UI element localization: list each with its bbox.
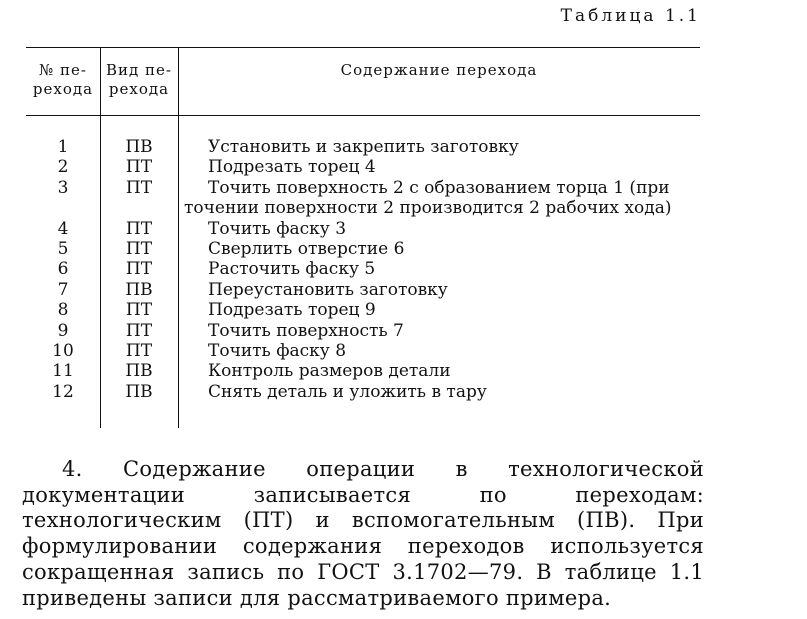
table-row — [26, 361, 700, 381]
row-content: Точить поверхность 7 — [208, 320, 404, 341]
table-row — [26, 157, 700, 177]
row-number: 11 — [52, 361, 74, 382]
row-type: ПТ — [125, 157, 153, 178]
header-transition-number — [26, 61, 100, 99]
row-type: ПТ — [125, 340, 153, 361]
row-number: 9 — [57, 320, 69, 341]
row-content: Точить фаску 3 — [208, 218, 347, 239]
row-content: Точить поверхность 2 с образованием торца 1 (при точении поверхности 2 производится 2 рабочих хода) — [184, 177, 672, 219]
row-type: ПТ — [125, 320, 153, 341]
transitions-table — [26, 47, 700, 428]
table-row — [26, 280, 700, 300]
row-content: Сверлить отверстие 6 — [208, 238, 405, 259]
table-row — [26, 300, 700, 320]
table-header-rule — [26, 115, 700, 116]
table-top-rule — [26, 47, 700, 48]
row-type: ПВ — [125, 381, 153, 402]
row-content: Установить и закрепить заготовку — [208, 137, 519, 157]
body-paragraph: 4. Содержание операции в технологической документации записывается по переходам: технологическим (ПТ) и вспомогательным (ПВ). При формулировании содержания переходов используется сокращенная запись по ГОСТ 3.1702—79. В таблице 1.1 приведены записи для рассматриваемого примера. — [22, 457, 704, 610]
table-caption: Таблица 1.1 — [560, 6, 701, 26]
row-type: ПВ — [125, 361, 153, 382]
header-transition-type — [100, 61, 178, 99]
row-number: 10 — [52, 340, 74, 361]
table-row — [26, 219, 700, 239]
table-row — [26, 239, 700, 259]
row-type: ПТ — [125, 300, 153, 321]
row-type: ПТ — [125, 218, 153, 239]
table-row — [26, 321, 700, 341]
table-row — [26, 382, 700, 402]
header-line: рехода — [32, 80, 94, 98]
row-content: Контроль размеров детали — [208, 361, 451, 382]
table-row — [26, 259, 700, 279]
header-line: № пе- — [39, 61, 87, 79]
row-type: ПТ — [125, 238, 153, 259]
row-number: 3 — [57, 177, 69, 198]
row-number: 4 — [57, 218, 69, 239]
row-number: 8 — [57, 300, 69, 321]
row-content: Расточить фаску 5 — [208, 259, 376, 280]
row-content: Подрезать торец 9 — [208, 300, 376, 321]
row-content: Точить фаску 8 — [208, 340, 347, 361]
table-body — [26, 137, 700, 402]
header-transition-content: Содержание перехода — [340, 61, 538, 79]
row-number: 12 — [52, 381, 74, 402]
table-row — [26, 341, 700, 361]
row-number: 7 — [57, 279, 69, 300]
row-type: ПВ — [125, 279, 153, 300]
row-number: 1 — [57, 137, 69, 157]
row-content: Снять деталь и уложить в тару — [208, 381, 487, 402]
header-line: рехода — [108, 80, 170, 98]
header-line: Вид пе- — [106, 61, 172, 79]
row-type: ПТ — [125, 177, 153, 198]
row-number: 6 — [57, 259, 69, 280]
table-row — [26, 137, 700, 157]
row-content: Переустановить заготовку — [208, 279, 448, 300]
row-type: ПВ — [125, 137, 153, 157]
row-type: ПТ — [125, 259, 153, 280]
row-number: 5 — [57, 238, 69, 259]
table-row — [26, 178, 700, 219]
row-content: Подрезать торец 4 — [208, 157, 376, 178]
row-number: 2 — [57, 157, 69, 178]
